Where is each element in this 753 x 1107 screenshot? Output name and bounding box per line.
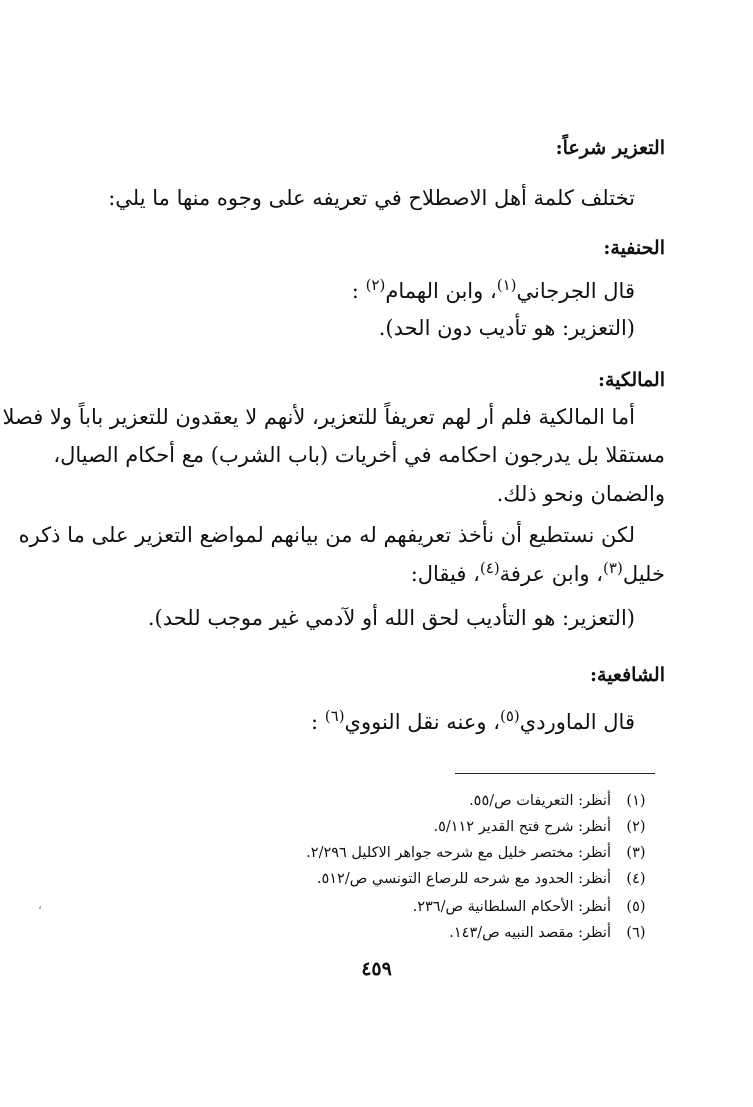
section-heading-hanafiya: الحنفية: [603,237,665,259]
footnote-number: (٥) [626,899,646,915]
footnote-text: أنظر: مقصد النبيه ص/١٤٣. [449,925,611,941]
footnote-text: أنظر: الأحكام السلطانية ص/٢٣٦. [412,899,611,915]
footnote-text: أنظر: شرح فتح القدير ٥/١١٢. [433,819,611,835]
footnote-text: أنظر: التعريفات ص/٥٥. [469,793,611,809]
malikiya-p2-line-2 [411,559,665,589]
malikiya-p1-line-1: أما المالكية فلم أر لهم تعريفاً للتعزير، لأنهم لا يعقدون للتعزير باباً ولا فصلا [2,405,635,429]
shafiiya-text-a: قال الماوردي [519,710,635,734]
footnote-ref-2: (٢) [365,276,386,294]
footnote-text: أنظر: مختصر خليل مع شرحه جواهر الاكليل ٢/٢٩٦. [306,845,611,861]
hanafiya-text-a: قال الجرجاني [516,279,635,303]
section-heading-shafiiya: الشافعية: [590,664,665,686]
shafiiya-line-1 [311,707,635,737]
malikiya-p1-line-2: مستقلا بل يدرجون احكامه في أخريات (باب الشرب) مع أحكام الصيال، [53,443,665,467]
hanafiya-text-c: : [351,279,359,303]
shafiiya-text-b: ، وعنه نقل النووي [344,710,500,734]
footnote-number: (٢) [626,819,646,835]
footnote-4 [317,868,655,890]
footnote-number: (٤) [626,871,646,887]
hanafiya-text-b: ، وابن الهمام [385,279,497,303]
section-heading-malikiya: المالكية: [597,369,665,391]
footnote-2 [433,816,655,838]
footnote-6 [449,922,655,944]
footnote-5 [413,896,655,918]
malikiya-text-b: ، وابن عرفة [499,562,604,586]
shafiiya-text-c: : [311,710,319,734]
footnote-number: (٣) [626,845,646,861]
footnote-ref-6: (٦) [324,707,345,725]
section-heading-tazir: التعزير شرعاً: [555,137,665,159]
malikiya-p2-line-3: (التعزير: هو التأديب لحق الله أو لآدمي غير موجب للحد). [147,606,635,630]
intro-line: تختلف كلمة أهل الاصطلاح في تعريفه على وجوه منها ما يلي: [108,186,635,210]
malikiya-p2-line-1: لكن نستطيع أن نأخذ تعريفهم له من بيانهم لمواضع التعزير على ما ذكره [18,523,635,547]
footnote-3 [306,842,655,864]
footnote-number: (٦) [626,925,646,941]
footnote-ref-4: (٤) [479,559,500,577]
page-number: ٤٥٩ [361,958,392,980]
footnote-ref-1: (١) [496,276,517,294]
footnote-divider [455,773,655,774]
footnote-1 [469,790,655,812]
malikiya-text-a: خليل [622,562,665,586]
malikiya-p1-line-3: والضمان ونحو ذلك. [496,482,665,506]
footnote-text: أنظر: الحدود مع شرحه للرصاع التونسي ص/٥١٢. [316,871,611,887]
footnote-number: (١) [626,793,646,809]
footnote-ref-5: (٥) [500,707,520,725]
stray-mark: ، [38,898,42,912]
malikiya-text-c: ، فيقال: [410,562,480,586]
hanafiya-line-2: (التعزير: هو تأديب دون الحد). [378,316,635,340]
hanafiya-line-1 [352,276,635,306]
footnote-ref-3: (٣) [603,559,623,577]
